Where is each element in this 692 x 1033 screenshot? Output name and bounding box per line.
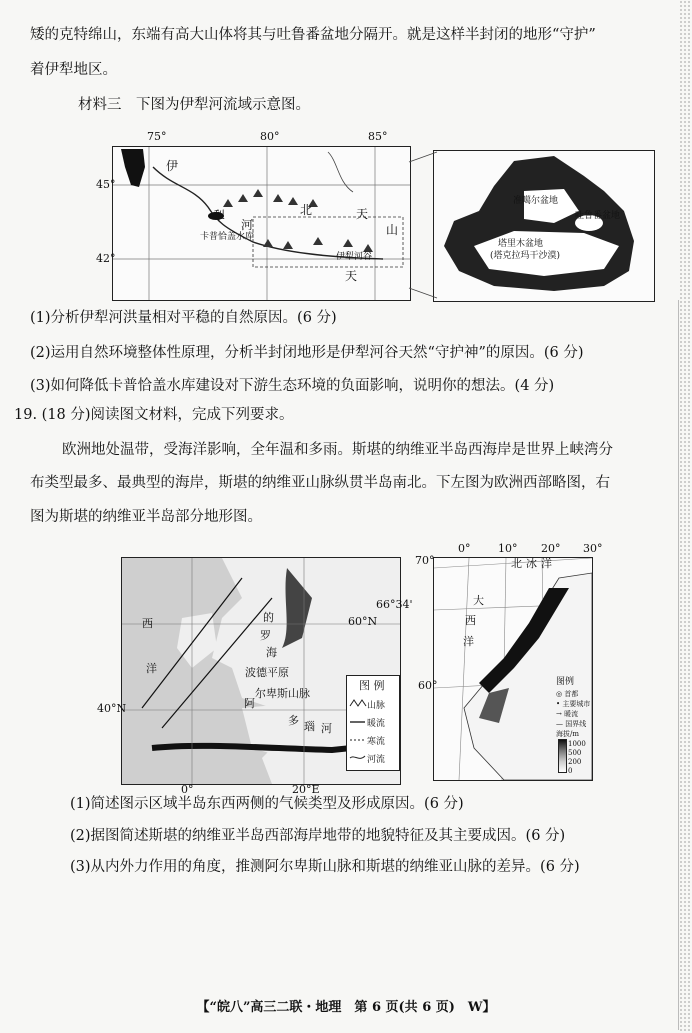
legend-item: ◎ 首都 — [556, 690, 579, 698]
ili-river-map — [112, 146, 411, 301]
map-label: 山 — [386, 223, 399, 237]
map-label: 河 — [321, 722, 332, 735]
lon-label: 75° — [147, 130, 167, 143]
question-18-1: (1)分析伊犁河洪量相对平稳的自然原因。(6 分) — [30, 310, 337, 326]
map-label: 多 — [288, 714, 299, 727]
map-label: 伊 — [166, 159, 179, 173]
legend-item: 暖流 — [367, 719, 386, 729]
map-label: 阿 — [244, 697, 255, 710]
lon-label: 85° — [368, 130, 388, 143]
xinjiang-inset-map — [433, 150, 655, 302]
paragraph-line: 图为斯堪的纳维亚半岛部分地形图。 — [30, 509, 262, 525]
legend-item: 山脉 — [367, 701, 386, 711]
map-label: 天 — [345, 269, 358, 283]
inset-label: 吐鲁番盆地 — [575, 211, 621, 221]
question-19-3: (3)从内外力作用的角度，推测阿尔卑斯山脉和斯堪的纳维亚山脉的差异。(6 分) — [70, 859, 580, 875]
elev-label: 200 — [568, 758, 582, 766]
map-label: 北 — [300, 203, 313, 217]
map-label: 大 — [473, 594, 484, 607]
map-label: 海 — [266, 646, 277, 659]
elev-label: 500 — [568, 749, 582, 757]
lat-label: 70° — [415, 554, 435, 567]
map-label: 北 — [511, 557, 522, 570]
question-19-2: (2)据图简述斯堪的纳维亚半岛西部海岸地带的地貌特征及其主要成因。(6 分) — [70, 828, 566, 844]
elevation-bar — [558, 739, 567, 773]
lon-label: 0° — [181, 783, 194, 796]
lon-label: 30° — [583, 542, 603, 555]
legend-item: → 暖流 — [556, 710, 579, 718]
map-label: 伊犁河谷 — [336, 252, 373, 262]
map-label: 瑙 — [304, 720, 315, 733]
lon-label: 80° — [260, 130, 280, 143]
lat-label: 60° — [418, 679, 438, 692]
legend-symbols — [349, 696, 367, 770]
map-label: 波德平原 — [245, 666, 289, 679]
lat-label: 45° — [96, 178, 116, 191]
scan-edge-line — [678, 300, 679, 1030]
legend-item: 海拔/m — [556, 730, 579, 738]
legend-title: 图 例 — [359, 679, 385, 692]
map-label: 的 — [263, 611, 274, 624]
ili-river-map-graphic — [113, 147, 410, 300]
scandinavia-legend — [556, 676, 590, 776]
lon-label: 20° — [541, 542, 561, 555]
xinjiang-inset-graphic — [434, 151, 654, 301]
lon-label: 0° — [458, 542, 471, 555]
question-19-1: (1)简述图示区域半岛东西两侧的气候类型及形成原因。(6 分) — [70, 796, 464, 812]
legend-item: — 国界线 — [556, 720, 587, 728]
map-label: 西 — [142, 617, 153, 630]
map-label: 罗 — [260, 629, 271, 642]
inset-connector — [405, 150, 440, 300]
map-label: 卡普恰盖水库 — [200, 232, 255, 242]
lon-label: 10° — [498, 542, 518, 555]
scan-edge — [679, 0, 692, 1033]
map-label: 洋 — [463, 635, 474, 648]
question-18-3: (3)如何降低卡普恰盖水库建设对下游生态环境的负面影响，说明你的想法。(4 分) — [30, 378, 555, 394]
paragraph-line: 欧洲地处温带，受海洋影响，全年温和多雨。斯堪的纳维亚半岛西海岸是世界上峡湾分 — [62, 442, 613, 458]
lat-label: 60°N — [348, 615, 378, 628]
legend-title: 图例 — [556, 677, 575, 687]
map-label: 犁 — [213, 209, 226, 223]
paragraph-line: 着伊犁地区。 — [30, 62, 117, 78]
elev-label: 0 — [568, 767, 573, 775]
map-label: 天 — [356, 207, 369, 221]
lon-label: 20°E — [292, 783, 320, 796]
map-label: 西 — [465, 614, 476, 627]
inset-label: 准噶尔盆地 — [513, 196, 559, 206]
inset-label: 塔里木盆地 — [498, 239, 544, 249]
map-label: 尔卑斯山脉 — [255, 687, 310, 700]
map-label: 河 — [241, 218, 254, 232]
paragraph-line: 布类型最多、最典型的海岸，斯堪的纳维亚山脉纵贯半岛南北。下左图为欧洲西部略图，右 — [30, 475, 610, 491]
legend-item: • 主要城市 — [556, 700, 591, 708]
paragraph-line: 矮的克特绵山，东端有高大山体将其与吐鲁番盆地分隔开。就是这样半封闭的地形“守护” — [30, 27, 596, 43]
lat-label: 66°34' — [376, 598, 413, 611]
page-footer: 【“皖八”高三二联・地理 第 6 页(共 6 页) W】 — [196, 1000, 496, 1015]
elev-label: 1000 — [568, 740, 586, 748]
map-label: 冰 — [526, 557, 537, 570]
material-three-caption: 材料三 下图为伊犁河流域示意图。 — [78, 97, 310, 113]
lat-label: 40°N — [97, 702, 127, 715]
legend-item: 寒流 — [367, 737, 386, 747]
lat-label: 42° — [96, 252, 116, 265]
question-19-heading: 19. (18 分)阅读图文材料，完成下列要求。 — [14, 407, 294, 423]
map-label: 洋 — [541, 557, 552, 570]
question-18-2: (2)运用自然环境整体性原理，分析半封闭地形是伊犁河谷天然“守护神”的原因。(6 分) — [30, 345, 584, 361]
map-label: 洋 — [146, 662, 157, 675]
inset-label: (塔克拉玛干沙漠) — [490, 251, 561, 261]
map-legend — [346, 675, 400, 771]
legend-item: 河流 — [367, 755, 386, 765]
